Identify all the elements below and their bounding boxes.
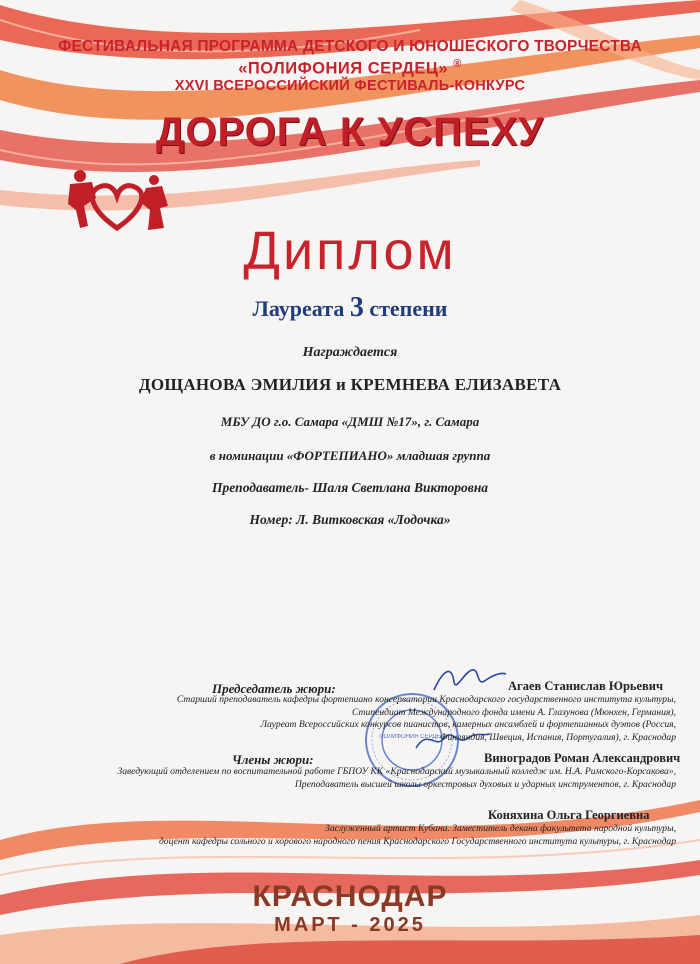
diploma-heading: Диплом [243, 221, 457, 281]
event-date: МАРТ - 2025 [274, 914, 426, 936]
recipient-names: ДОЩАНОВА ЭМИЛИЯ и КРЕМНЕВА ЕЛИЗАВЕТА [138, 375, 562, 394]
festival-name [0, 58, 700, 79]
nomination-line: в номинации «ФОРТЕПИАНО» младшая группа [209, 448, 491, 463]
chair-desc-line: Лауреат Всероссийских конкурсов пианистов, камерных ансамблей и фортепианных дуэтов (Россия, [260, 719, 676, 730]
laureate-suffix: степени [369, 296, 448, 321]
school-line: МБУ ДО г.о. Самара «ДМШ №17», г. Самара [220, 414, 480, 429]
member2-name: Коняхина Ольга Георгиевна [488, 808, 650, 822]
registered-mark: ® [453, 58, 462, 70]
degree-number: 3 [349, 292, 364, 323]
chair-desc-line: Старший преподаватель кафедры фортепиано консерватории Краснодарского государственного института культуры, [176, 694, 676, 705]
member2-desc-line: доцент кафедры сольного и хорового народного пения Краснодарского Государственного института культуры, г. Краснодар [158, 835, 676, 847]
laureate-prefix: Лауреата [252, 296, 345, 321]
chair-label: Председатель жюри: [212, 681, 336, 696]
members-label: Члены жюри: [232, 752, 314, 767]
piece-line: Номер: Л. Витковская «Лодочка» [249, 512, 451, 527]
festival-program-line: ФЕСТИВАЛЬНАЯ ПРОГРАММА ДЕТСКОГО И ЮНОШЕСКОГО ТВОРЧЕСТВА [58, 38, 642, 55]
member1-description [36, 766, 676, 791]
member1-name: Виноградов Роман Александрович [484, 751, 681, 765]
chair-desc-line: Финляндия, Швеция, Испания, Португалия), г. Краснодар [439, 731, 676, 743]
member2-desc-line: Заслуженный артист Кубани. Заместитель декана факультета народной культуры, [325, 823, 676, 834]
member2-description [56, 823, 676, 848]
member1-desc-line: Преподаватель высшей школы оркестровых духовых и ударных инструментов, г. Краснодар [294, 778, 676, 790]
festival-edition: XXVI ВСЕРОССИЙСКИЙ ФЕСТИВАЛЬ-КОНКУРС [174, 78, 526, 94]
city-name: КРАСНОДАР [252, 880, 448, 913]
laureate-degree [0, 292, 700, 324]
teacher-line: Преподаватель- Шаля Светлана Викторовна [211, 480, 489, 495]
chair-name: Агаев Станислав Юрьевич [508, 679, 664, 693]
member1-desc-line: Заведующий отделением по воспитательной работе ГБПОУ КК «Краснодарский музыкальный колледж им. Н.А. Римского-Корсакова», [117, 766, 676, 777]
contest-title: ДОРОГА К УСПЕХУ [155, 110, 545, 154]
chair-desc-line: Стипендиат Международного фонда имени А. Глазунова (Мюнхен, Германия), [352, 706, 676, 718]
stamp-text: ПОЛИФОНИЯ СЕРДЕЦ [379, 734, 445, 740]
chair-signature [430, 662, 510, 698]
festival-name-text: «ПОЛИФОНИЯ СЕРДЕЦ» [238, 59, 449, 78]
awarded-label: Награждается [302, 345, 398, 360]
chair-description [156, 694, 676, 744]
